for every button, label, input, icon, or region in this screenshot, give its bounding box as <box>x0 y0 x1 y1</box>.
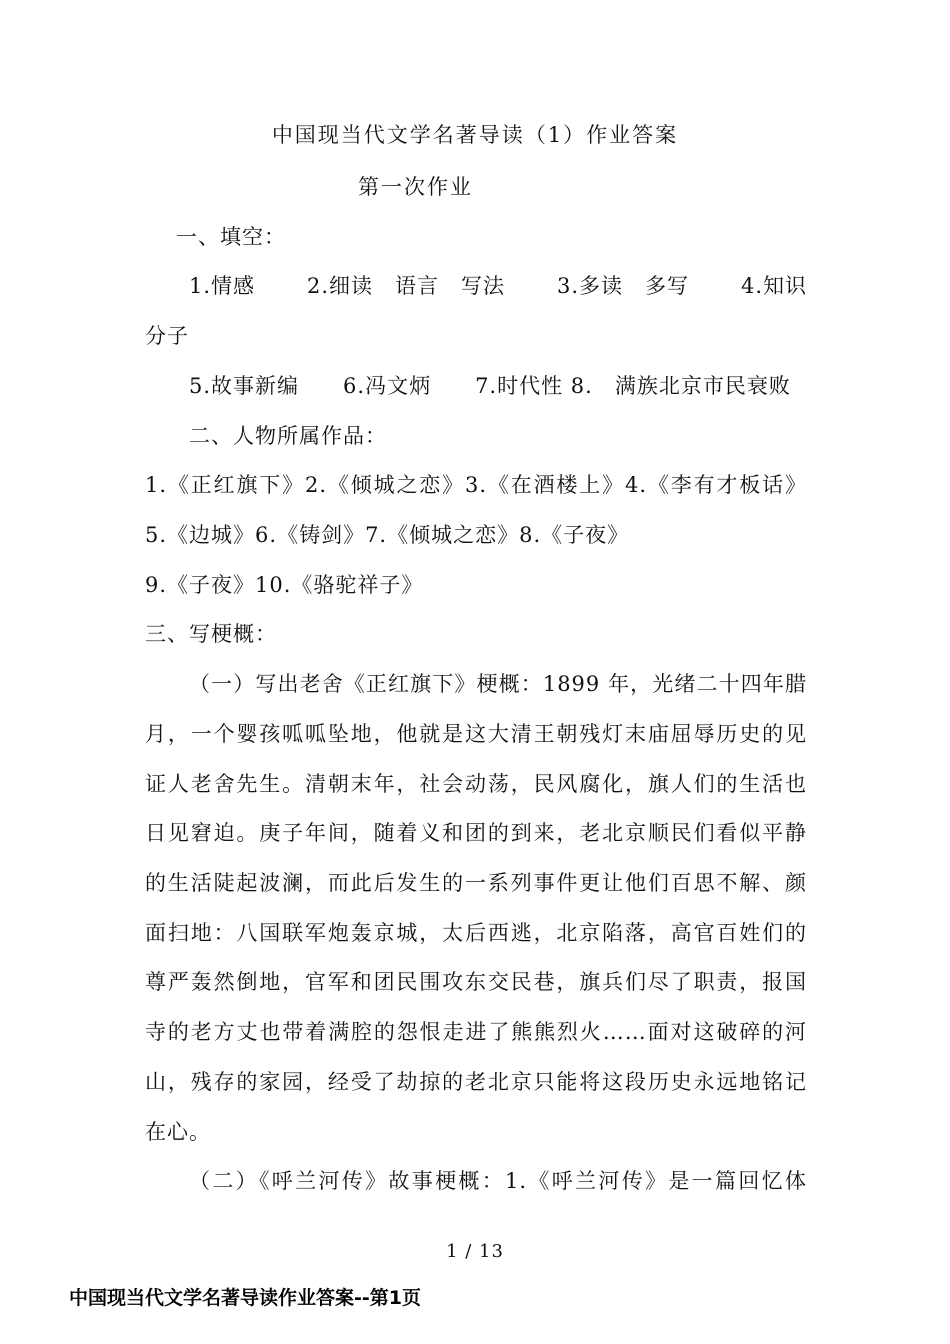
synopsis1-line-9: 山，残存的家园，经受了劫掠的老北京只能将这段历史永远地铭记 <box>145 1070 807 1094</box>
works-line-1: 1.《正红旗下》2.《倾城之恋》3.《在酒楼上》4.《李有才板话》 <box>145 473 807 497</box>
synopsis1-line-3: 证人老舍先生。清朝末年，社会动荡，民风腐化，旗人们的生活也 <box>145 772 807 796</box>
fill-blank-row2: 5.故事新编 6.冯文炳 7.时代性 8. 满族北京市民衰败 <box>189 374 791 398</box>
section2-heading: 二、人物所属作品： <box>189 424 387 448</box>
synopsis1-line-8: 寺的老方丈也带着满腔的怨恨走进了熊熊烈火……面对这破碎的河 <box>145 1020 807 1044</box>
synopsis1-line-7: 尊严轰然倒地，官军和团民围攻东交民巷，旗兵们尽了职责，报国 <box>145 970 807 994</box>
fill-blank-row1-continuation: 分子 <box>145 324 189 348</box>
synopsis1-line-5: 的生活陡起波澜，而此后发生的一系列事件更让他们百思不解、颜 <box>145 871 807 895</box>
page-number: 1 / 13 <box>446 1241 504 1262</box>
document-footer-label: 中国现当代文学名著导读作业答案--第1页 <box>69 1287 421 1309</box>
works-line-2: 5.《边城》6.《铸剑》7.《倾城之恋》8.《子夜》 <box>145 523 630 547</box>
synopsis1-line-6: 面扫地：八国联军炮轰京城，太后西逃，北京陷落，高官百姓们的 <box>145 921 807 945</box>
synopsis1-line-2: 月，一个婴孩呱呱坠地，他就是这大清王朝残灯末庙屈辱历史的见 <box>145 722 807 746</box>
answer-3: 3.多读 多写 <box>556 274 690 298</box>
synopsis2-line-1: （二）《呼兰河传》故事梗概：1.《呼兰河传》是一篇回忆体 <box>189 1169 807 1193</box>
document-title: 中国现当代文学名著导读（1）作业答案 <box>271 123 679 147</box>
assignment-subtitle: 第一次作业 <box>358 175 473 199</box>
synopsis1-line-10: 在心。 <box>145 1120 211 1144</box>
section1-heading: 一、填空： <box>176 225 286 249</box>
answer-4: 4.知识 <box>740 274 807 298</box>
fill-blank-row1 <box>189 272 807 300</box>
synopsis1-line-4: 日见窘迫。庚子年间，随着义和团的到来，老北京顺民们看似平静 <box>145 821 807 845</box>
works-line-3: 9.《子夜》10.《骆驼祥子》 <box>145 573 424 597</box>
section3-heading: 三、写梗概： <box>145 622 277 646</box>
answer-2: 2.细读 语言 写法 <box>306 274 506 298</box>
answer-1: 1.情感 <box>189 274 256 298</box>
synopsis1-line-1: （一）写出老舍《正红旗下》梗概：1899 年，光绪二十四年腊 <box>189 672 807 696</box>
